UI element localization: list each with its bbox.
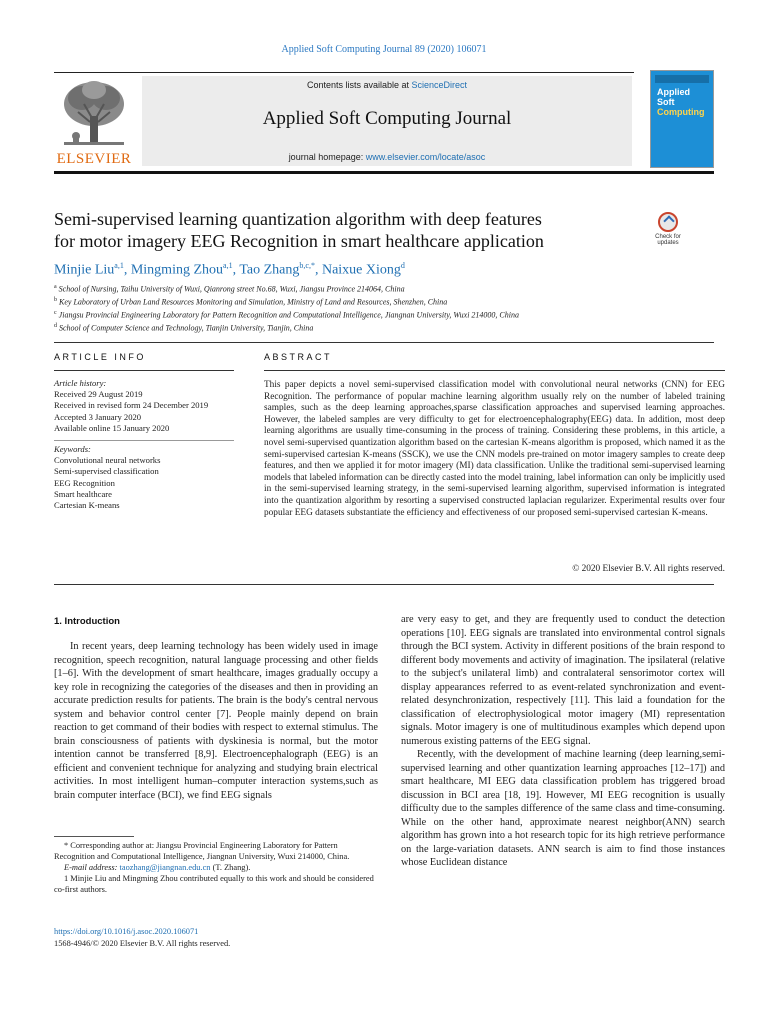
running-head[interactable]: Applied Soft Computing Journal 89 (2020) 106071 [281,44,487,55]
abstract-text: This paper depicts a novel semi-supervised classification model with convolutional neural networks (CNN) for EEG Recognition. The performance of popular machine learning algorithm usually rely on the number of labeled training samples, such as the deep learning approaches,sparse classification approaches and supervised learning approaches. However, the labeled samples are very difficulty to get for electroencephalography(EEG) data. In addition, most deep learning algorithms are usually time-consuming in the process of training. Considering these problems, in this article, a novel semi-supervised quantization algorithm based on the cartesian K-means algorithm is proposed, which named it as the semi-supervised cartesian K-means (SSCK), we use the CNN models pre-trained on motor imagery samples to create deep features, and then we applied it for motor imagery (MI) data classification. Unlike the traditional semi-supervised learning models that labeled information can be directly casted into the model training, label information can only be implicitly used in the semi-supervised learning strategy, in the semi-supervised learning algorithm, supervised information is integrated into the quantization algorithm by resorting a supervised constructed laplacian regularizer. Experimental results over four popular EEG datasets substantiate the efficiency and effectiveness of our proposed semi-supervised cartesian K-means. [264,380,725,518]
affiliation-mark: b [54,297,57,304]
affiliations [54,282,714,335]
article-history [54,378,234,434]
author-name[interactable]: Mingming Zhou [130,262,224,278]
author-list [54,261,654,279]
affiliation-text: Jiangsu Provincial Engineering Laboratory for Pattern Recognition and Computational Intelligence, Jiangnan University, Wuxi 214000, China [58,310,519,320]
history-label: Article history: [54,378,107,388]
journal-info-box [142,76,632,166]
badge-label [648,234,688,246]
affiliation-text: Key Laboratory of Urban Land Resources Monitoring and Simulation, Ministry of Land and Resources, Shenzhen, China [59,297,448,307]
author-separator: , [232,262,240,278]
affiliation-item [54,282,714,295]
paper-title-line-1: Semi-supervised learning quantization algorithm with deep features [54,209,542,229]
check-updates-icon [658,212,678,232]
journal-masthead [54,70,714,174]
cover-band [655,75,709,83]
author-separator: , [123,262,131,278]
body-column-left [54,640,378,802]
cover-title [657,87,705,117]
cover-line-3: Computing [657,107,705,117]
abstract-rule [264,370,725,371]
homepage-prefix: journal homepage: [288,152,366,162]
history-entry: Received in revised form 24 December 2019 [54,400,209,411]
affiliation-mark: a [54,284,57,290]
history-entry: Received 29 August 2019 [54,389,143,400]
footnotes [54,840,378,895]
doi-link[interactable]: https://doi.org/10.1016/j.asoc.2020.106071 [54,927,199,936]
article-info-rule [54,370,234,371]
journal-title: Applied Soft Computing Journal [262,108,512,129]
author-affil-marks[interactable]: a,1 [114,261,124,270]
author-email-link[interactable]: taozhang@jiangnan.edu.cn [119,863,211,872]
affiliation-mark: c [54,310,57,317]
masthead-top-rule [54,72,634,73]
abstract-heading: ABSTRACT [264,352,333,362]
affiliation-item [54,321,714,334]
footnote-rule [54,836,134,837]
body-column-right [401,613,725,870]
affiliation-item [54,308,714,321]
section-heading-introduction: 1. Introduction [54,616,120,627]
affiliation-mark: d [54,323,57,330]
affiliation-text: School of Computer Science and Technology, Tianjin University, Tianjin, China [59,324,314,334]
author-name[interactable]: Naixue Xiong [321,262,401,278]
body-paragraph: In recent years, deep learning technology has been widely used in image recognition, speech recognition, natural language processing and other fields [1–6]. With the development of smart healthcare, images gradually occupy a key role in recognizing the categories of the diseases and then in providing an accurate prediction results for patients. The brain is the body's central nervous system and behavior control center [7]. People mainly depend on brain reaction to get command of their bodies with respect to external stimulus. The brain consciousness of patients with dyskinesia is normal, but the motor intention cannot be transferred [8,9]. Electroencephalograph (EEG) is an efficient and convenient technique for analyzing and studying brain electrical activities. In most intelligent human–computer interaction systems,such as brain computer interface (BCI), we find EEG signals [54,641,378,801]
history-entry: Accepted 3 January 2020 [54,411,142,422]
body-paragraph: Recently, with the development of machine learning (deep learning,semi-supervised learning and other quantization learning approaches [12–17]) and smart healthcare, MI EEG data classification problem has triggered broad discussion in BCI area [18, 19]. However, MI EEG recognition is usually difficulty due to the samples difference of the same class and time-consuming. While on the other hand, approximate nearest neighbor(ANN) search algorithm has grown into a hot research topic for its high retrieve performance on the large-variation datasets. ANN search is aim to find those instances whose Euclidean distance [401,749,725,868]
email-suffix: (T. Zhang). [210,863,251,872]
affiliation-item [54,295,714,308]
badge-line-2: updates [657,240,679,246]
keywords [54,444,234,511]
paper-title-line-2: for motor imagery EEG Recognition in smart healthcare application [54,231,544,251]
paper-title [54,208,644,252]
elsevier-logo[interactable] [54,76,134,168]
history-entry: Available online 15 January 2020 [54,422,170,433]
masthead-bottom-rule [54,171,714,174]
article-info-heading: ARTICLE INFO [54,352,146,362]
author-affil-marks[interactable]: a,1 [223,261,233,270]
badge-line-1: Check for [655,234,681,240]
affiliation-text: School of Nursing, Taihu University of Wuxi, Qianrong street No.68, Wuxi, Jiangsu Province 214064, China [58,284,405,294]
keywords-rule [54,440,234,441]
abstract-copyright: © 2020 Elsevier B.V. All rights reserved. [572,564,725,574]
section-divider [54,342,714,343]
keywords-label: Keywords: [54,444,91,454]
issn-line: 1568-4946/© 2020 Elsevier B.V. All rights reserved. [54,939,231,948]
tree-icon [54,76,134,150]
homepage-line [142,152,632,162]
article-identifiers [54,926,378,950]
author-affil-marks[interactable]: b,c,* [299,261,315,270]
footnote-email [54,862,378,873]
keyword-item: Semi-supervised classification [54,466,159,477]
footnote-equal-contribution: 1 Minjie Liu and Mingming Zhou contributed equally to this work and should be considered co-first authors. [54,874,374,894]
author-name[interactable]: Minjie Liu [54,262,115,278]
keyword-item: Convolutional neural networks [54,455,161,466]
contents-line [142,80,632,90]
email-label: E-mail address: [64,863,120,872]
author-name[interactable]: Tao Zhang [239,262,300,278]
cover-line-2: Soft [657,97,675,107]
publisher-wordmark: ELSEVIER [56,151,132,167]
sciencedirect-link[interactable]: ScienceDirect [411,80,468,90]
keyword-item: Cartesian K-means [54,500,120,511]
cover-line-1: Applied [657,87,690,97]
keyword-item: EEG Recognition [54,477,115,488]
front-matter-bottom-rule [54,584,714,585]
footnote-corresponding: * Corresponding author at: Jiangsu Provincial Engineering Laboratory for Pattern Recognition and Computational Intelligence, Jiangnan University, Wuxi 214000, China. [54,841,350,861]
journal-cover-thumbnail[interactable] [650,70,714,168]
author-affil-marks[interactable]: d [400,261,405,270]
author-separator: , [314,262,322,278]
body-paragraph: are very easy to get, and they are frequently used to conduct the detection operations [10]. EEG signals are translated into environmental control signals through the BCI system. Activity in different positions of the brain respond to different body movements and activity of imagination. The ipsilateral (relative to the subject's unilateral limb) and contralateral sensorimotor cortex will display appearances referred to as event-related synchronization and event-related desynchronization, respectively [11]. This laid a foundation for the classification of electrophysiological motor imagery (MI) representation signals. Motor imagery is one of multitudinous examples which depend upon numerous existing patterns of the EEG signal. [401,614,725,747]
keyword-item: Smart healthcare [54,488,112,499]
contents-prefix: Contents lists available at [306,80,412,90]
journal-homepage-link[interactable]: www.elsevier.com/locate/asoc [365,152,486,162]
check-for-updates-badge[interactable] [648,212,688,248]
